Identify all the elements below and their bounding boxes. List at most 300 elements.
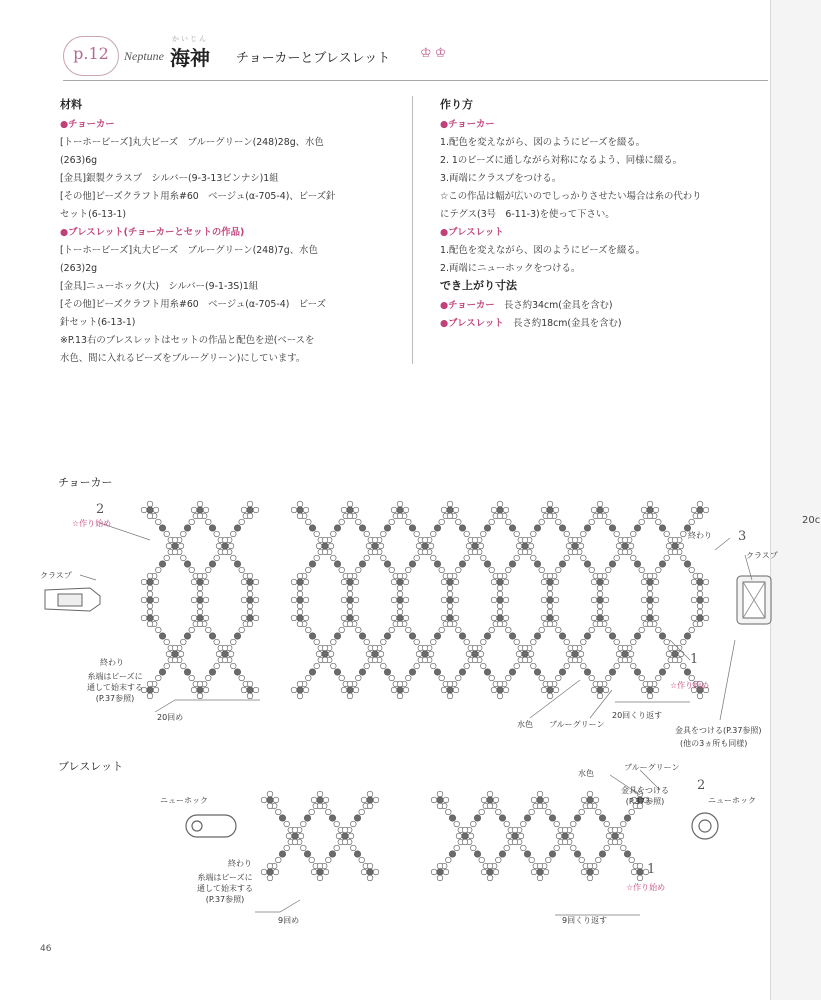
- bead: [656, 567, 662, 573]
- bead: [239, 675, 245, 681]
- bead: [141, 579, 147, 585]
- choker-repeat-right: 20回くり返す: [612, 711, 663, 720]
- bead: [487, 797, 493, 803]
- bead: [549, 851, 555, 857]
- bead: [462, 827, 468, 833]
- bead: [309, 809, 315, 815]
- bead: [159, 669, 165, 675]
- bead: [553, 615, 559, 621]
- bead: [559, 561, 565, 567]
- bead: [314, 531, 320, 537]
- bead: [622, 537, 628, 543]
- bead: [559, 669, 565, 675]
- bead: [184, 525, 190, 531]
- bead: [591, 579, 597, 585]
- bead: [353, 579, 359, 585]
- bead: [422, 543, 428, 549]
- bead: [614, 639, 620, 645]
- bead: [391, 615, 397, 621]
- bead: [639, 675, 645, 681]
- bead: [456, 519, 462, 525]
- line-text: 1.配色を変えながら、図のようにビーズを綴る。: [440, 245, 645, 256]
- bead: [334, 845, 340, 851]
- leader-fitting: [720, 640, 735, 720]
- bead: [618, 833, 624, 839]
- bead: [241, 579, 247, 585]
- bead: [314, 639, 320, 645]
- bead: [317, 863, 323, 869]
- bead: [597, 507, 603, 513]
- bead: [539, 519, 545, 525]
- section-marker: ●ブレスレット: [440, 318, 504, 329]
- bead: [647, 501, 653, 507]
- bead: [437, 797, 443, 803]
- bead: [697, 693, 703, 699]
- bead: [612, 839, 618, 845]
- bead: [572, 543, 578, 549]
- bead: [672, 543, 678, 549]
- bead: [614, 663, 620, 669]
- bead: [317, 791, 323, 797]
- bead: [678, 543, 684, 549]
- bead: [406, 627, 412, 633]
- bead: [431, 639, 437, 645]
- bead: [434, 525, 440, 531]
- bead: [239, 519, 245, 525]
- bead: [247, 615, 253, 621]
- bead: [191, 597, 197, 603]
- bead: [172, 651, 178, 657]
- bead: [247, 591, 253, 597]
- bead: [431, 869, 437, 875]
- bead: [381, 663, 387, 669]
- bead: [541, 597, 547, 603]
- bead: [414, 639, 420, 645]
- bead: [172, 549, 178, 555]
- bead: [297, 693, 303, 699]
- bead: [303, 615, 309, 621]
- bead: [556, 833, 562, 839]
- bead: [334, 561, 340, 567]
- bead: [431, 663, 437, 669]
- bead: [629, 857, 635, 863]
- bead: [391, 507, 397, 513]
- bead: [568, 833, 574, 839]
- line-text: [トーホービーズ]丸大ビーズ ブルーグリーン(248)7g、水色: [60, 245, 318, 256]
- bead: [153, 597, 159, 603]
- bead: [439, 627, 445, 633]
- bead: [447, 573, 453, 579]
- bead: [222, 537, 228, 543]
- bead: [247, 507, 253, 513]
- bead: [422, 537, 428, 543]
- bead: [522, 537, 528, 543]
- bead: [364, 531, 370, 537]
- bead: [437, 875, 443, 881]
- bead: [521, 845, 527, 851]
- bead: [689, 627, 695, 633]
- bead: [447, 513, 453, 519]
- bead: [341, 507, 347, 513]
- bead: [453, 579, 459, 585]
- bead: [622, 549, 628, 555]
- bead: [484, 561, 490, 567]
- bead: [366, 651, 372, 657]
- bead: [403, 579, 409, 585]
- bead: [209, 633, 215, 639]
- bead: [518, 833, 524, 839]
- bead: [656, 519, 662, 525]
- bead: [373, 797, 379, 803]
- bead: [328, 543, 334, 549]
- bead: [591, 597, 597, 603]
- bead: [597, 681, 603, 687]
- bead: [159, 633, 165, 639]
- bead: [228, 651, 234, 657]
- bead: [559, 525, 565, 531]
- bead: [697, 579, 703, 585]
- bead: [347, 585, 353, 591]
- leader-end: [715, 538, 730, 550]
- bead: [622, 651, 628, 657]
- bead: [447, 615, 453, 621]
- bead: [641, 615, 647, 621]
- bead: [247, 597, 253, 603]
- bead: [487, 803, 493, 809]
- line-text: 長さ約18cm(金具を含む): [503, 318, 622, 329]
- bead: [403, 507, 409, 513]
- bead: [311, 869, 317, 875]
- bead: [459, 669, 465, 675]
- bead: [474, 851, 480, 857]
- bead: [361, 869, 367, 875]
- bead: [622, 645, 628, 651]
- bead: [397, 687, 403, 693]
- bead: [181, 663, 187, 669]
- bead: [603, 615, 609, 621]
- bead: [472, 543, 478, 549]
- bead: [516, 651, 522, 657]
- bead: [606, 675, 612, 681]
- bead: [342, 827, 348, 833]
- bead: [581, 639, 587, 645]
- bead: [464, 663, 470, 669]
- bead: [267, 803, 273, 809]
- bead: [547, 591, 553, 597]
- bead: [326, 809, 332, 815]
- bead: [664, 531, 670, 537]
- bead: [303, 687, 309, 693]
- bead: [572, 651, 578, 657]
- bead: [366, 543, 372, 549]
- choker-step-2: 2: [96, 502, 105, 517]
- bead: [653, 597, 659, 603]
- bead: [479, 809, 485, 815]
- choker-label: チョーカー: [58, 476, 113, 489]
- bead: [214, 555, 220, 561]
- bead: [656, 675, 662, 681]
- bracelet-fitting: 金具をつける (P.37参照): [621, 786, 669, 806]
- bead: [222, 657, 228, 663]
- leader-clasp: [80, 575, 96, 580]
- bead: [364, 555, 370, 561]
- bead: [637, 869, 643, 875]
- bead: [631, 869, 637, 875]
- bead: [703, 579, 709, 585]
- bead: [197, 513, 203, 519]
- bead: [203, 687, 209, 693]
- bead: [481, 555, 487, 561]
- bead: [447, 609, 453, 615]
- bead: [306, 567, 312, 573]
- bead: [537, 797, 543, 803]
- bead: [164, 639, 170, 645]
- bead: [247, 609, 253, 615]
- bead: [579, 857, 585, 863]
- bead: [478, 543, 484, 549]
- bead: [334, 633, 340, 639]
- choker-step-3: 3: [738, 529, 747, 544]
- bead: [409, 525, 415, 531]
- bead: [347, 615, 353, 621]
- bead: [574, 815, 580, 821]
- bead: [609, 525, 615, 531]
- bead: [472, 537, 478, 543]
- bead: [547, 687, 553, 693]
- bead: [628, 651, 634, 657]
- bead: [397, 609, 403, 615]
- bead: [297, 681, 303, 687]
- bead: [323, 869, 329, 875]
- bead: [593, 797, 599, 803]
- bead: [153, 507, 159, 513]
- bead: [414, 531, 420, 537]
- bead: [397, 501, 403, 507]
- bead: [322, 549, 328, 555]
- bead: [537, 869, 543, 875]
- bead: [347, 621, 353, 627]
- bead: [409, 633, 415, 639]
- bead: [291, 597, 297, 603]
- bead: [191, 507, 197, 513]
- bead: [647, 597, 653, 603]
- bead: [597, 591, 603, 597]
- bead: [656, 627, 662, 633]
- bead: [647, 513, 653, 519]
- bead: [522, 645, 528, 651]
- bead: [647, 591, 653, 597]
- bead: [547, 597, 553, 603]
- bead: [356, 519, 362, 525]
- bead: [397, 579, 403, 585]
- bead: [273, 869, 279, 875]
- line-text: 長さ約34cm(金具を含む): [494, 300, 613, 311]
- bead: [428, 543, 434, 549]
- bead: [267, 863, 273, 869]
- bead: [291, 579, 297, 585]
- bead: [267, 797, 273, 803]
- bead: [697, 609, 703, 615]
- bead: [279, 815, 285, 821]
- bead: [389, 675, 395, 681]
- bead: [159, 525, 165, 531]
- bead: [472, 549, 478, 555]
- bead: [372, 651, 378, 657]
- bead: [409, 561, 415, 567]
- bead: [276, 857, 282, 863]
- bead: [514, 639, 520, 645]
- bead: [681, 555, 687, 561]
- bead: [372, 549, 378, 555]
- bead: [631, 531, 637, 537]
- bead: [347, 501, 353, 507]
- bead: [491, 597, 497, 603]
- bead: [153, 579, 159, 585]
- bracelet-end: 終わり: [228, 859, 252, 868]
- bead: [559, 633, 565, 639]
- bead: [428, 651, 434, 657]
- bead: [443, 797, 449, 803]
- bead: [609, 633, 615, 639]
- bead: [291, 615, 297, 621]
- bead: [309, 561, 315, 567]
- section-marker: ●ブレスレット: [440, 227, 504, 238]
- bead: [437, 869, 443, 875]
- bead: [659, 561, 665, 567]
- bead: [503, 615, 509, 621]
- bead: [453, 615, 459, 621]
- bead: [397, 693, 403, 699]
- bead: [141, 615, 147, 621]
- line-text: にテグス(3号 6-11-3)を使って下さい。: [440, 209, 615, 220]
- bead: [397, 681, 403, 687]
- bead: [697, 621, 703, 627]
- bead: [647, 579, 653, 585]
- bead: [587, 869, 593, 875]
- line-text: セット(6-13-1): [60, 209, 127, 220]
- bead: [509, 525, 515, 531]
- bead: [297, 597, 303, 603]
- bead: [547, 693, 553, 699]
- bead: [197, 573, 203, 579]
- bead: [447, 579, 453, 585]
- bead: [147, 615, 153, 621]
- bead: [547, 681, 553, 687]
- bead: [276, 809, 282, 815]
- bead: [347, 573, 353, 579]
- bead: [359, 525, 365, 531]
- bead: [491, 579, 497, 585]
- subtitle: チョーカーとブレスレット: [236, 51, 391, 66]
- bead: [292, 833, 298, 839]
- bead: [614, 531, 620, 537]
- bead: [528, 543, 534, 549]
- bead: [581, 797, 587, 803]
- bead: [509, 669, 515, 675]
- bead: [322, 645, 328, 651]
- bead: [489, 519, 495, 525]
- clasp-detail-icon: [58, 594, 82, 606]
- bead: [587, 791, 593, 797]
- bead: [447, 621, 453, 627]
- bead: [547, 609, 553, 615]
- bead: [597, 597, 603, 603]
- bead: [497, 681, 503, 687]
- choker-fitting: 金具をつける(P.37参照): [675, 726, 762, 735]
- bead: [317, 875, 323, 881]
- side-note: 20c: [802, 515, 821, 526]
- bead: [231, 531, 237, 537]
- bead: [581, 869, 587, 875]
- bead: [489, 567, 495, 573]
- choker-start-top: ☆作り始め: [72, 519, 112, 528]
- bead: [354, 815, 360, 821]
- bead: [439, 675, 445, 681]
- bead: [581, 663, 587, 669]
- title-en: Neptune: [124, 49, 164, 63]
- bead: [487, 863, 493, 869]
- bead: [616, 543, 622, 549]
- line-text: [その他]ビーズクラフト用糸#60 ベージュ(α-705-4) ビーズ: [60, 299, 327, 310]
- bead: [447, 501, 453, 507]
- bead: [493, 797, 499, 803]
- bead: [604, 821, 610, 827]
- bead: [666, 651, 672, 657]
- bead: [553, 687, 559, 693]
- bead: [603, 507, 609, 513]
- bead: [468, 833, 474, 839]
- bead: [584, 633, 590, 639]
- bead: [531, 869, 537, 875]
- bead: [664, 555, 670, 561]
- bead: [593, 869, 599, 875]
- bead: [378, 543, 384, 549]
- bead: [456, 567, 462, 573]
- bead: [522, 657, 528, 663]
- bead: [499, 851, 505, 857]
- bead: [178, 651, 184, 657]
- bead: [184, 561, 190, 567]
- page-ref: p.12: [73, 44, 109, 63]
- bead: [541, 579, 547, 585]
- choker-start-bottom: ☆作り始め: [670, 681, 710, 690]
- bead: [612, 827, 618, 833]
- bead: [214, 639, 220, 645]
- bead: [462, 833, 468, 839]
- bead: [614, 555, 620, 561]
- bead: [222, 651, 228, 657]
- bead: [703, 507, 709, 513]
- bead: [384, 561, 390, 567]
- bead: [647, 621, 653, 627]
- bead: [566, 651, 572, 657]
- bead: [647, 507, 653, 513]
- bead: [606, 627, 612, 633]
- bead: [496, 857, 502, 863]
- bead: [672, 537, 678, 543]
- bead: [297, 507, 303, 513]
- bead: [453, 507, 459, 513]
- bead: [297, 621, 303, 627]
- bead: [562, 827, 568, 833]
- bead: [303, 579, 309, 585]
- bead: [609, 669, 615, 675]
- bead: [672, 549, 678, 555]
- bead: [466, 651, 472, 657]
- bead: [516, 543, 522, 549]
- bead: [354, 851, 360, 857]
- bead: [329, 815, 335, 821]
